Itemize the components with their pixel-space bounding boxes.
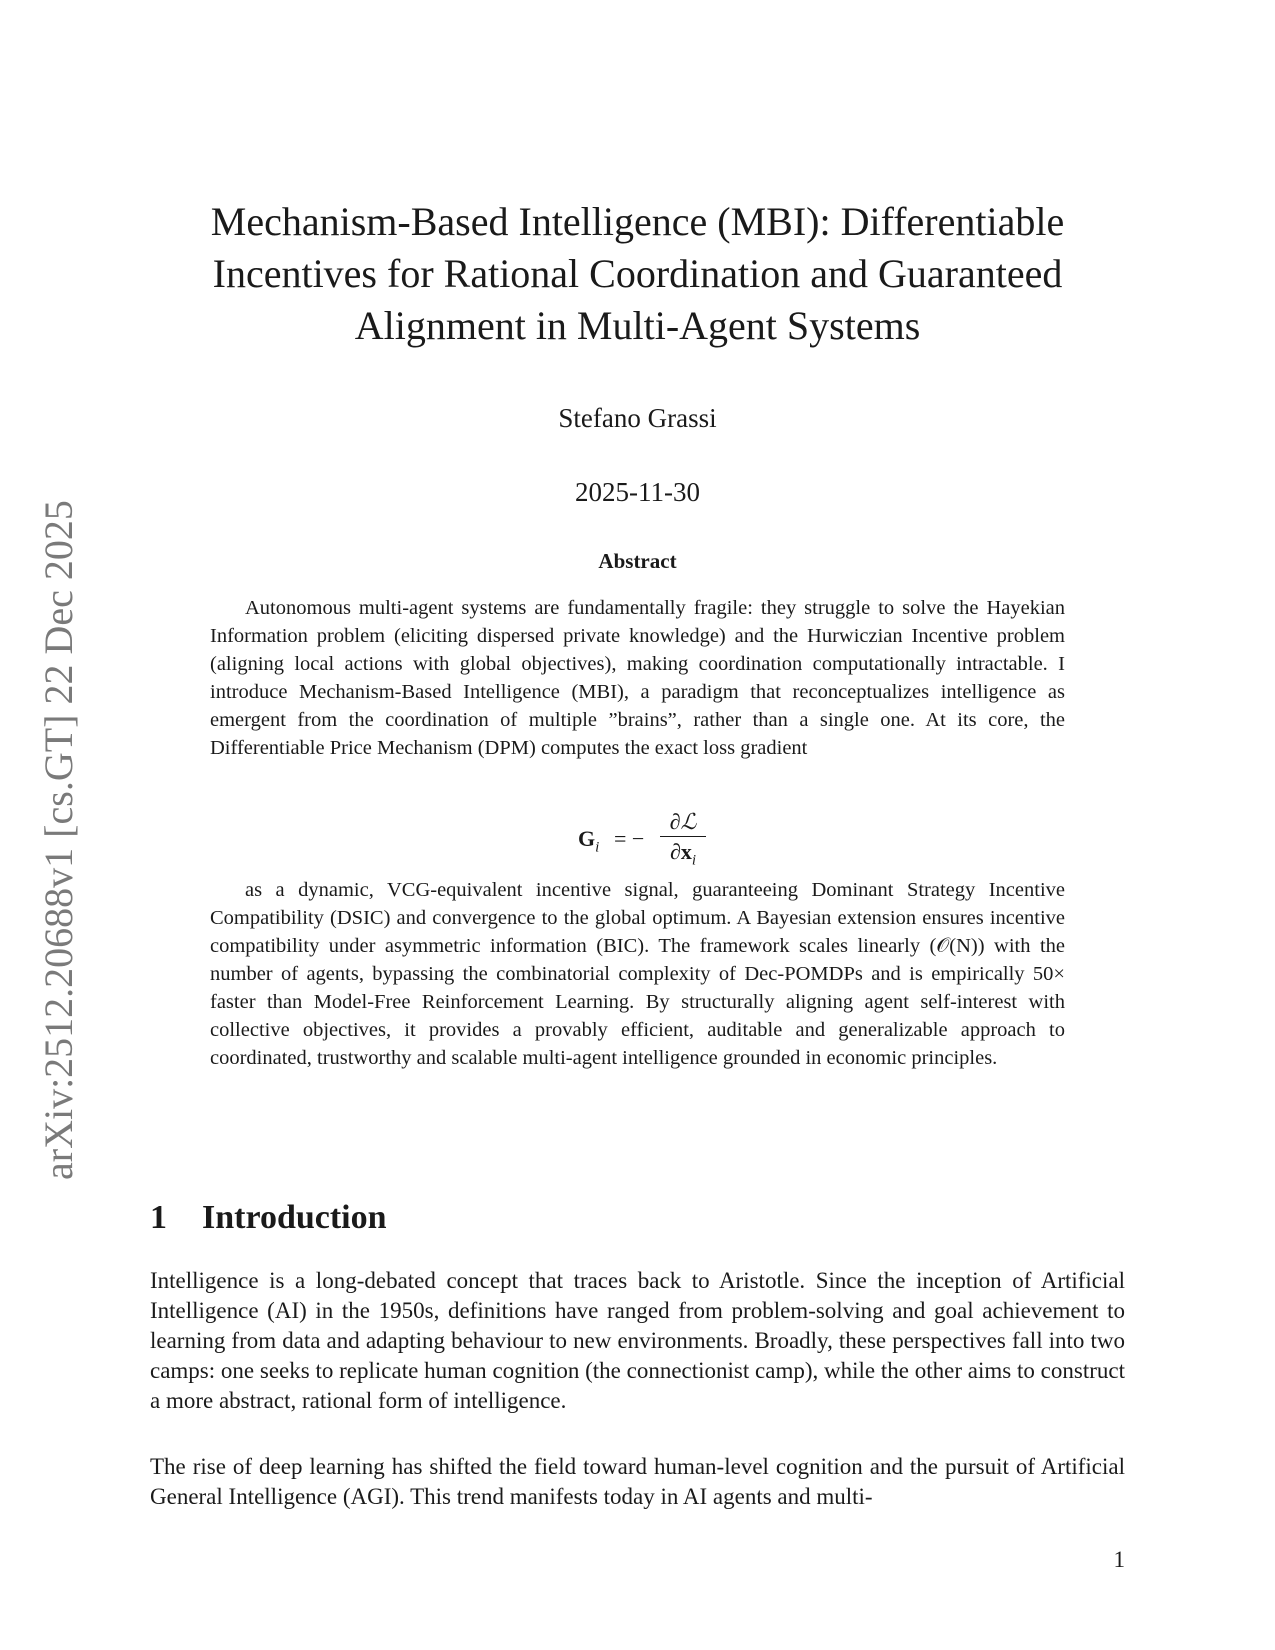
equation-relation: = − xyxy=(614,826,645,851)
abstract-paragraph-1: Autonomous multi-agent systems are fundamentally fragile: they struggle to solve the Hayekian Information problem (eliciting dispersed private knowledge) and the Hurwiczian Incentive problem (aligning local actions with global objectives), making coordination computationally intractable. I introduce Mechanism-Based Intelligence (MBI), a paradigm that reconceptualizes intelligence as emergent from the coordination of multiple ”brains”, rather than a single one. At its core, the Differentiable Price Mechanism (DPM) computes the exact loss gradient xyxy=(210,597,1065,759)
gradient-equation xyxy=(560,808,720,872)
author-name: Stefano Grassi xyxy=(558,403,717,433)
section-title: Introduction xyxy=(202,1199,387,1236)
abstract-paragraph-2: as a dynamic, VCG-equivalent incentive signal, guaranteeing Dominant Strategy Incentive Compatibility (DSIC) and convergence to the global optimum. A Bayesian extension ensures incentive compatibility under asymmetric information (BIC). The framework scales linearly (𝒪(N)) with the number of agents, bypassing the combinatorial complexity of Dec-POMDPs and is empirically 50× faster than Model-Free Reinforcement Learning. By structurally aligning agent self-interest with collective objectives, it provides a provably efficient, auditable and generalizable approach to coordinated, trustworthy and scalable multi-agent intelligence grounded in economic principles. xyxy=(210,879,1065,1069)
intro-paragraph-1: Intelligence is a long-debated concept that traces back to Aristotle. Since the inception of Artificial Intelligence (AI) in the 1950s, definitions have ranged from problem-solving and goal achievement to learning from data and adapting behaviour to new environments. Broadly, these perspectives fall into two camps: one seeks to replicate human cognition (the connectionist camp), while the other aims to construct a more abstract, rational form of intelligence. xyxy=(150,1268,1125,1413)
intro-paragraph-2: The rise of deep learning has shifted the field toward human-level cognition and the pursuit of Artificial General Intelligence (AGI). This trend manifests today in AI agents and multi- xyxy=(150,1454,1125,1509)
abstract-heading: Abstract xyxy=(598,549,677,573)
section-heading-introduction xyxy=(150,1198,387,1238)
equation-lhs: $G_i$ xyxy=(578,826,600,856)
equation-denominator: $\partial x_i$ xyxy=(669,839,697,869)
page-number: 1 xyxy=(1113,1547,1125,1572)
equation-numerator: ∂ℒ xyxy=(660,808,706,837)
paper-title: Mechanism-Based Intelligence (MBI): Differentiable Incentives for Rational Coordination and Guaranteed Alignment in Multi-Agent Systems xyxy=(210,199,1065,348)
publication-date: 2025-11-30 xyxy=(575,477,700,507)
equation-fraction xyxy=(660,808,706,875)
arxiv-identifier-stamp: arXiv:2512.20688v1 [cs.GT] 22 Dec 2025 xyxy=(36,500,81,1180)
section-number: 1 xyxy=(150,1199,167,1236)
